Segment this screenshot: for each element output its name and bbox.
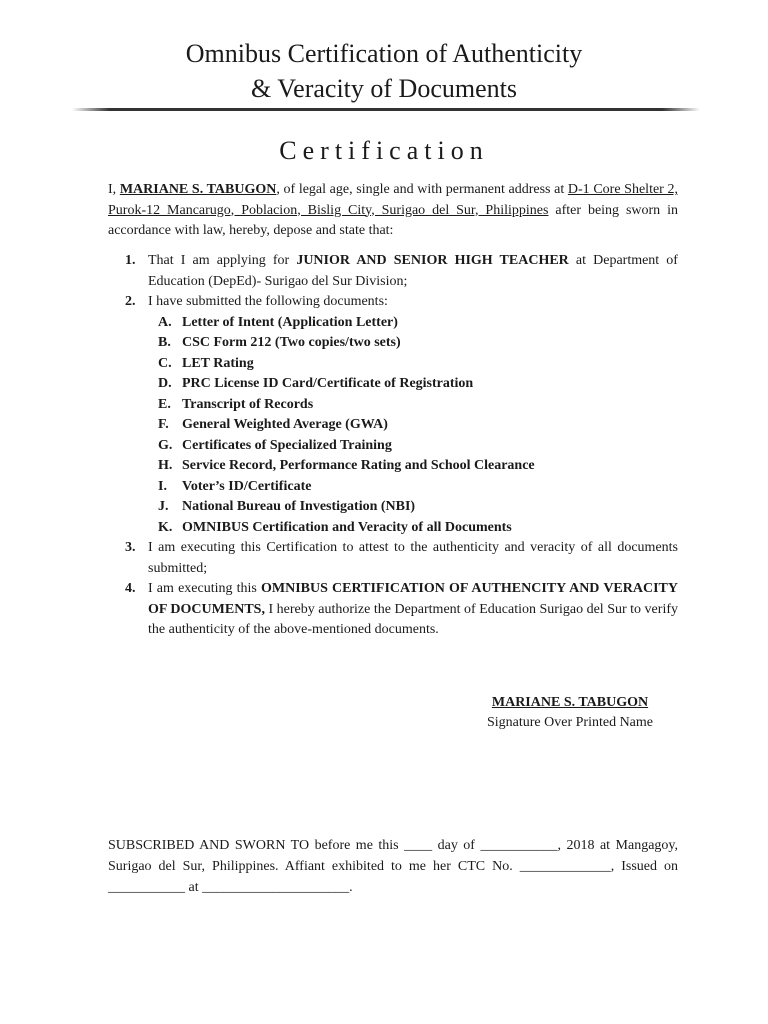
document-name: CSC Form 212 (Two copies/two sets) bbox=[182, 335, 401, 350]
document-letter: D. bbox=[158, 376, 172, 391]
statement-number: 4. bbox=[125, 581, 136, 596]
document-list-item bbox=[148, 354, 678, 375]
document-list-item bbox=[148, 436, 678, 457]
statement-item bbox=[108, 251, 678, 292]
document-list-item bbox=[148, 395, 678, 416]
statement-prefix: I am executing this bbox=[148, 581, 262, 596]
documents-list bbox=[148, 313, 678, 539]
position-applied: JUNIOR AND SENIOR HIGH TEACHER bbox=[296, 253, 569, 268]
intro-prefix: I, bbox=[108, 182, 120, 197]
statement-item bbox=[108, 579, 678, 641]
statement-number: 2. bbox=[125, 294, 136, 309]
signature-caption: Signature Over Printed Name bbox=[486, 715, 653, 730]
document-letter: K. bbox=[158, 519, 173, 535]
blank-issued-at: _____________________ bbox=[202, 880, 350, 895]
signature-block bbox=[420, 693, 720, 733]
certification-heading: Certification bbox=[279, 136, 489, 165]
permanent-address: D-1 Core Shelter 2, Purok-12 Mancarugo, Poblacion, Bislig City, Surigao del Sur, Philippines bbox=[108, 182, 678, 218]
intro-middle: , of legal age, single and with permanent address at bbox=[276, 182, 568, 197]
blank-ctc-number: _____________ bbox=[519, 859, 611, 874]
document-letter: A. bbox=[158, 314, 172, 330]
document-list-item bbox=[148, 477, 678, 498]
document-list-item bbox=[148, 333, 678, 354]
statement-prefix: That I am applying for bbox=[148, 253, 297, 268]
jurat-text: SUBSCRIBED AND SWORN TO before me this bbox=[108, 838, 405, 853]
jurat-text: , Issued on bbox=[610, 859, 678, 874]
certification-title-reference: OMNIBUS CERTIFICATION OF AUTHENCITY AND VERACITY OF DOCUMENTS, bbox=[148, 581, 678, 617]
blank-issued-on: ___________ bbox=[108, 880, 185, 895]
statement-list bbox=[108, 251, 678, 641]
document-letter: H. bbox=[158, 458, 173, 473]
signatory-name: MARIANE S. TABUGON bbox=[491, 695, 649, 710]
intro-suffix: after being sworn in accordance with law, hereby, depose and state that: bbox=[108, 202, 678, 238]
title-line-2: & Veracity of Documents bbox=[251, 74, 517, 103]
document-name: Certificates of Specialized Training bbox=[182, 437, 392, 453]
jurat-text: , 2018 at Mangagoy, Surigao del Sur, Philippines. Affiant exhibited to me her CTC No. bbox=[108, 838, 678, 874]
document-name: LET Rating bbox=[182, 355, 254, 371]
jurat-text: at bbox=[185, 880, 203, 895]
document-list-item bbox=[148, 313, 678, 334]
document-letter: B. bbox=[158, 335, 171, 350]
document-letter: J. bbox=[158, 499, 169, 514]
document-letter: F. bbox=[158, 417, 169, 432]
document-name: General Weighted Average (GWA) bbox=[182, 417, 388, 432]
document-list-item bbox=[148, 518, 678, 539]
intro-paragraph bbox=[108, 180, 678, 242]
document-name: Transcript of Records bbox=[182, 396, 314, 412]
statement-number: 3. bbox=[125, 540, 136, 555]
document-name: Letter of Intent (Application Letter) bbox=[182, 314, 398, 330]
document-name: Service Record, Performance Rating and School Clearance bbox=[182, 458, 535, 473]
document-list-item bbox=[148, 415, 678, 436]
document-list-item bbox=[148, 497, 678, 518]
statement-item bbox=[108, 538, 678, 579]
document-letter: E. bbox=[158, 396, 171, 412]
document-title bbox=[0, 36, 768, 106]
statement-suffix: I hereby authorize the Department of Education Surigao del Sur to verify the authenticity of the above-mentioned documents. bbox=[148, 601, 678, 637]
statement-text: I am executing this Certification to attest to the authenticity and veracity of all documents submitted; bbox=[148, 540, 678, 576]
jurat-text: day of bbox=[432, 838, 481, 853]
document-name: PRC License ID Card/Certificate of Registration bbox=[182, 376, 474, 391]
document-name: National Bureau of Investigation (NBI) bbox=[182, 499, 416, 514]
blank-month: ___________ bbox=[480, 838, 558, 853]
document-list-item bbox=[148, 456, 678, 477]
title-line-1: Omnibus Certification of Authenticity bbox=[185, 39, 583, 68]
document-name: OMNIBUS Certification and Veracity of all Documents bbox=[182, 519, 512, 535]
statement-suffix: at Department of Education (DepEd)- Surigao del Sur Division; bbox=[148, 253, 678, 289]
document-letter: C. bbox=[158, 355, 172, 371]
document-name: Voter’s ID/Certificate bbox=[182, 478, 312, 494]
document-letter: G. bbox=[158, 437, 173, 453]
affiant-name: MARIANE S. TABUGON bbox=[119, 182, 277, 197]
document-list-item bbox=[148, 374, 678, 395]
statement-number: 1. bbox=[125, 253, 136, 268]
jurat-paragraph bbox=[108, 835, 678, 898]
statement-text: I have submitted the following documents: bbox=[148, 294, 388, 309]
blank-day: ____ bbox=[404, 838, 433, 853]
title-divider bbox=[72, 108, 700, 111]
jurat-text: . bbox=[349, 880, 353, 895]
statement-item bbox=[108, 292, 678, 538]
document-letter: I. bbox=[158, 478, 167, 494]
